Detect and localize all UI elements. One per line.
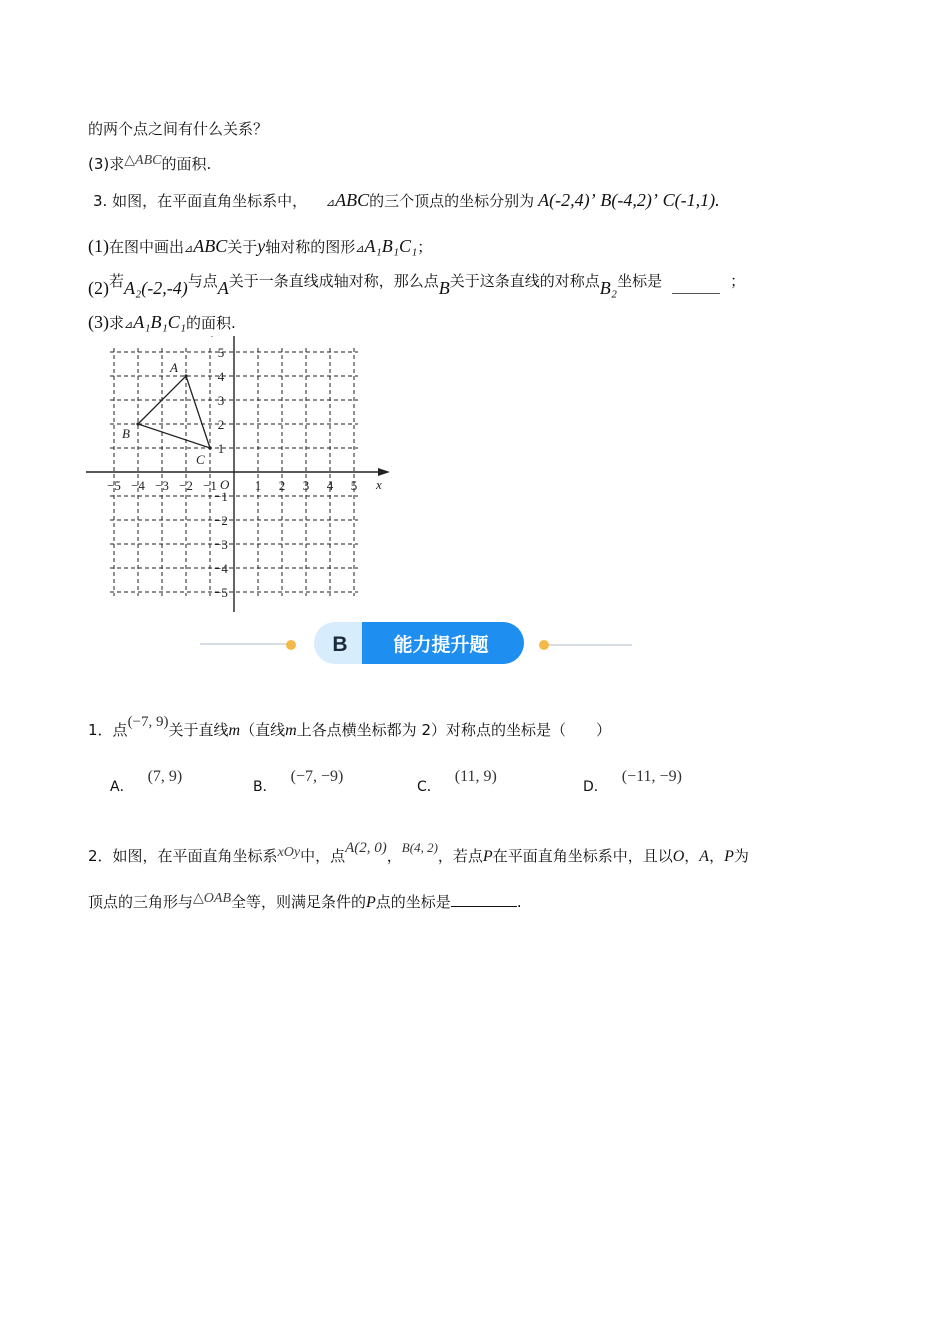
part3-prefix: (3)求: [88, 155, 125, 173]
prev-question-text: 的两个点之间有什么关系？: [88, 120, 269, 138]
part3-suffix: 的面积.: [161, 155, 212, 173]
p1-text-b: 关于: [227, 238, 258, 256]
p3-num: (3): [88, 312, 109, 332]
q2-P1: P: [482, 848, 493, 865]
q2-num: 2．: [88, 847, 113, 865]
x-tick-label: 3: [302, 478, 310, 493]
q1-option-b[interactable]: [253, 768, 343, 796]
q3-intro-prefix: 3. 如图，在平面直角坐标系中，: [93, 192, 308, 210]
q2-line2-a: 顶点的三角形与: [88, 893, 194, 911]
p2-a2: A₂(-2,-4): [124, 278, 188, 298]
question3-intro: [93, 190, 720, 211]
q1-m1: m: [228, 722, 241, 739]
banner-pill-accent-square: [362, 622, 382, 664]
p1-tri-2: ⊿: [355, 242, 365, 255]
q2-text-e: 为: [733, 847, 749, 865]
q2-oab: △OAB: [193, 891, 231, 906]
option-letter: C．: [417, 779, 441, 795]
banner-dot-right: [539, 640, 549, 650]
q2-line2-b: 全等，则满足条件的: [231, 893, 367, 911]
x-tick-label: −3: [155, 478, 169, 493]
option-value: (−11, −9): [621, 768, 682, 785]
x-tick-label: −4: [131, 478, 145, 493]
p1-y: y: [257, 236, 266, 256]
option-letter: A．: [110, 779, 134, 795]
answer-blank[interactable]: [672, 289, 720, 294]
x-axis-label: x: [376, 477, 382, 492]
x-tick-label: −2: [179, 478, 193, 493]
point-a: [184, 374, 187, 377]
q2-point-b: B(4, 2): [401, 840, 438, 855]
p2-text-c: 关于这条直线的对称点: [449, 272, 600, 290]
y-tick-label: 5: [217, 345, 225, 360]
q2-point-a: A(2, 0): [345, 840, 387, 856]
q1-text-c: 上各点横坐标都为 2）对称点的坐标是（ ）: [296, 721, 611, 739]
option-value: (11, 9): [454, 768, 497, 785]
p2-ruo: 若: [109, 272, 125, 290]
prev-question-line: [88, 118, 268, 139]
x-tick-label: −5: [107, 478, 121, 493]
q2-text-b: 中，点: [300, 847, 346, 865]
q3-point-b: B(-4,2)’: [600, 190, 658, 210]
p2-num: (2): [88, 278, 109, 298]
origin-label: O: [220, 477, 230, 492]
x-tick-label: 5: [350, 478, 358, 493]
x-tick-label: 2: [278, 478, 286, 493]
x-tick-label: 1: [254, 478, 262, 493]
p2-text-a: 与点: [187, 272, 218, 290]
triangle-symbol: ⊿: [325, 196, 336, 209]
q2-line2-end: .: [516, 893, 522, 911]
p2-text-b: 关于一条直线成轴对称，那么点: [228, 272, 439, 290]
q1-point: (−7, 9): [127, 714, 169, 730]
x-tick-label: −1: [203, 478, 217, 493]
banner-letter: B: [332, 633, 348, 656]
triangle-abc: [138, 376, 210, 448]
option-letter: B．: [253, 779, 277, 795]
y-tick-label: −1: [214, 489, 228, 504]
option-value: (7, 9): [147, 768, 183, 785]
q1-option-a[interactable]: [110, 768, 182, 796]
q2-comma: ，: [386, 847, 402, 865]
p3-tri: ⊿: [124, 318, 134, 331]
point-label-c: C: [196, 452, 205, 467]
p1-text-a: 在图中画出: [109, 238, 185, 256]
p2-A: A: [217, 278, 229, 298]
q1-text-a: 关于直线: [168, 721, 229, 739]
p3-text-a: 求: [109, 314, 125, 332]
q2-text-d: 在平面直角坐标系中，且以: [492, 847, 673, 865]
q1-line: [88, 714, 611, 740]
q1-option-c[interactable]: [417, 768, 497, 796]
q2-O: O: [672, 848, 685, 865]
q2-line1: [88, 840, 749, 866]
p2-B2: B₂: [599, 278, 618, 298]
p2-text-d: 坐标是: [617, 272, 663, 290]
q2-line2: [88, 890, 522, 912]
question3-part3: [88, 312, 236, 333]
p1-a1b1c1: A₁B₁C₁: [364, 236, 418, 256]
q2-text-a: 如图，在平面直角坐标系: [112, 847, 278, 865]
y-tick-label: −3: [214, 537, 228, 552]
q1-text-b: （直线: [240, 721, 286, 739]
point-label-a: A: [170, 360, 178, 375]
y-tick-label: −2: [214, 513, 228, 528]
p1-end: ；: [417, 238, 433, 256]
y-tick-label: −5: [214, 585, 228, 600]
section-banner: [200, 620, 640, 668]
question3-part2: [88, 270, 745, 299]
q2-answer-blank[interactable]: [451, 902, 517, 907]
p1-abc: ABC: [193, 236, 228, 256]
x-tick-label: 4: [326, 478, 334, 493]
p2-end: ；: [730, 272, 746, 290]
point-c: [208, 446, 211, 449]
q1-prefix: 点: [112, 721, 128, 739]
q2-sep2: ，: [709, 847, 725, 865]
y-tick-label: −4: [214, 561, 228, 576]
option-letter: D．: [583, 779, 608, 795]
y-tick-label: 3: [217, 393, 225, 408]
q2-xoy: xOy: [277, 845, 301, 860]
p1-tri-1: ⊿: [184, 242, 194, 255]
prev-question-part3: [88, 152, 211, 174]
point-b: [136, 422, 139, 425]
y-tick-label: 2: [217, 417, 225, 432]
question3-part1: [88, 236, 432, 257]
p1-text-c: 轴对称的图形: [265, 238, 356, 256]
q3-point-c: C(-1,1).: [662, 190, 720, 210]
q3-point-a: A(-2,4)’: [538, 190, 596, 210]
y-axis-label: [210, 336, 218, 337]
x-axis-arrow: [378, 468, 390, 476]
q3-intro-mid: 的三个顶点的坐标分别为: [369, 192, 535, 210]
q1-num: 1．: [88, 721, 113, 739]
q2-line2-c: 点的坐标是: [375, 893, 451, 911]
q1-option-d[interactable]: [583, 768, 682, 796]
y-tick-label: 4: [217, 369, 225, 384]
part3-triangle: △ABC: [124, 153, 162, 168]
p1-num: (1): [88, 236, 109, 256]
p3-text-b: 的面积.: [186, 314, 236, 332]
q3-abc: ABC: [335, 190, 370, 210]
q1-m2: m: [285, 722, 297, 739]
p2-B: B: [438, 278, 450, 298]
q2-P2: P: [724, 848, 734, 865]
option-value: (−7, −9): [290, 768, 344, 785]
q2-A: A: [699, 848, 710, 865]
y-tick-label: 1: [217, 441, 225, 456]
banner-title: 能力提升题: [393, 634, 489, 656]
coordinate-grid-figure: [84, 336, 394, 616]
point-label-b: B: [122, 426, 130, 441]
q2-P3: P: [366, 894, 376, 911]
banner-dot-left: [286, 640, 296, 650]
p3-a1b1c1: A₁B₁C₁: [133, 312, 187, 332]
q2-text-c: ，若点: [437, 847, 483, 865]
q2-sep1: ，: [684, 847, 700, 865]
